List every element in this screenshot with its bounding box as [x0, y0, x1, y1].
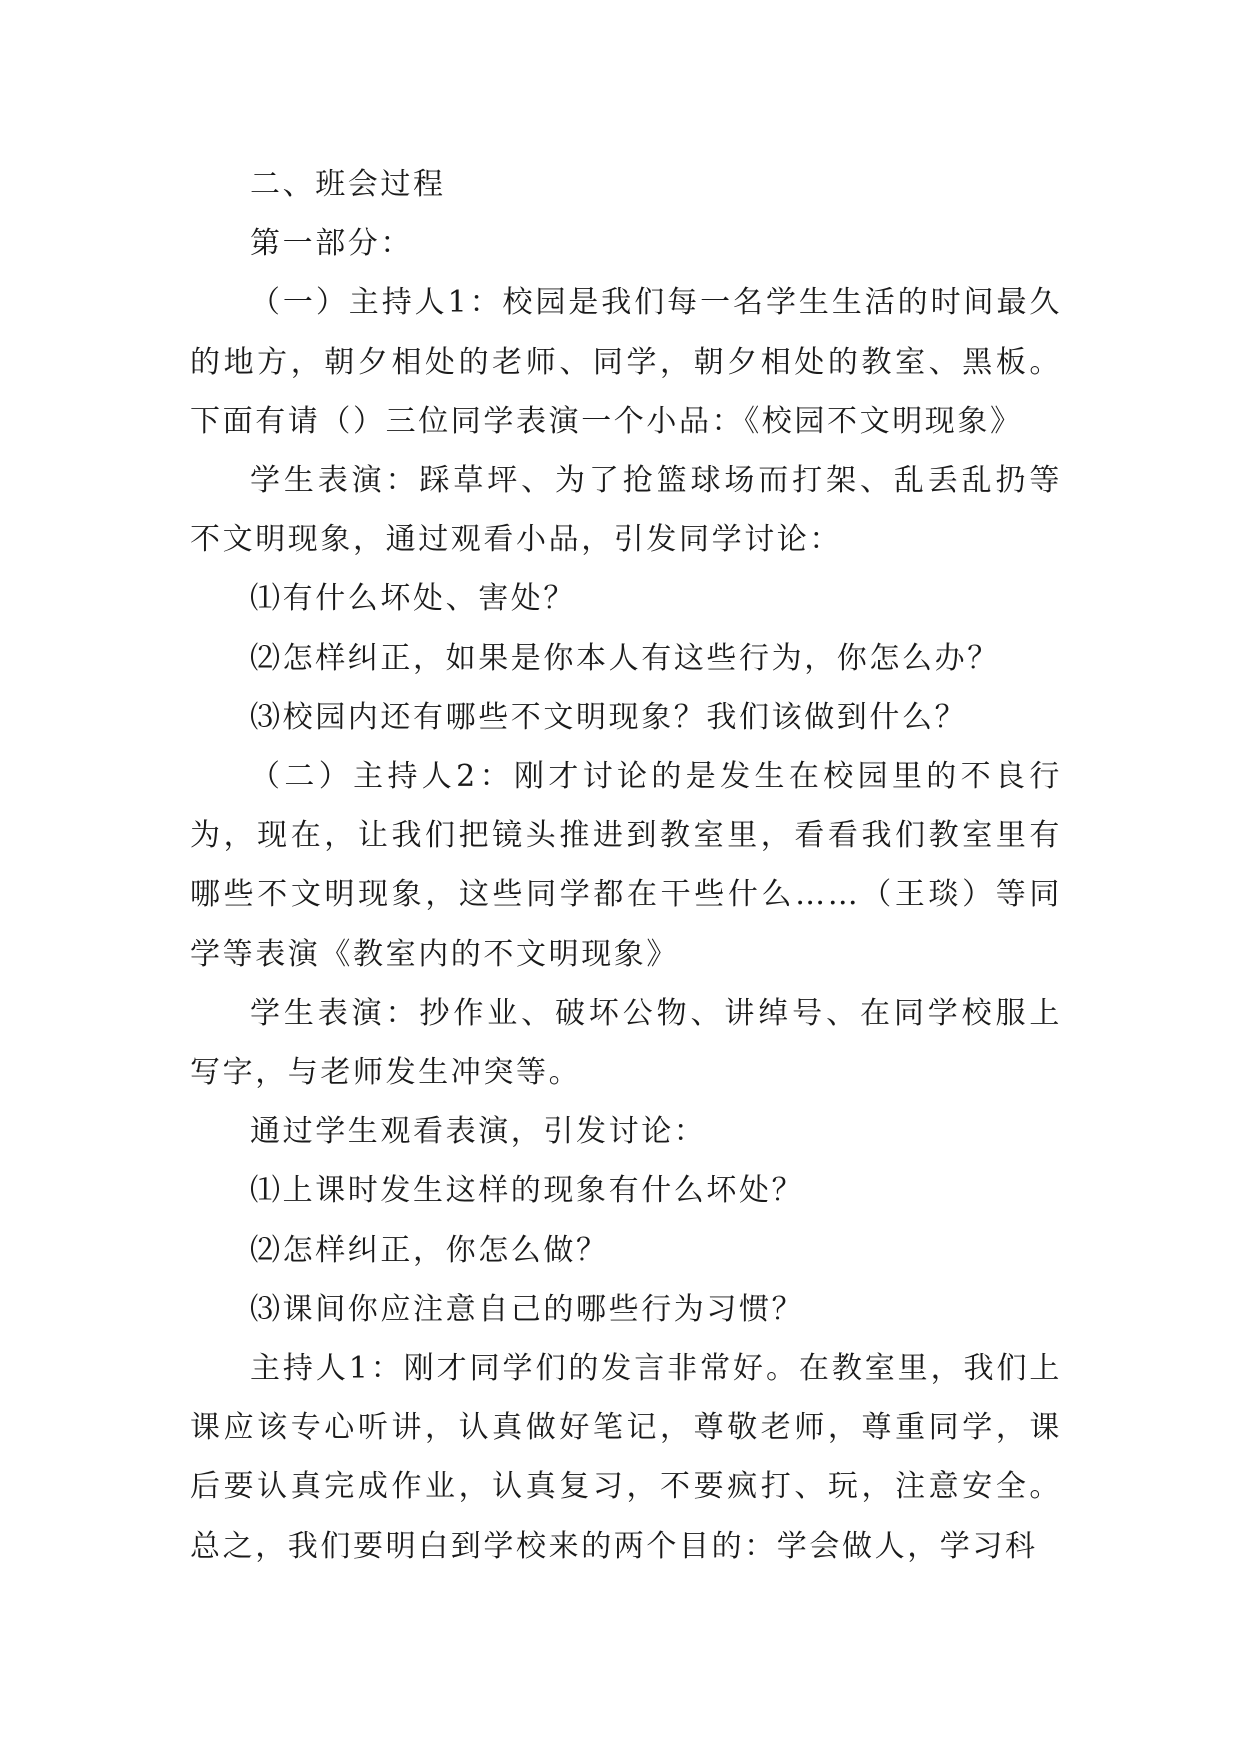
list-item: ⑵怎样纠正，如果是你本人有这些行为，你怎么办？	[250, 640, 1000, 676]
paragraph: （二）主持人2：刚才讨论的是发生在校园里的不良行为，现在，让我们把镜头推进到教室里，看看我们教室里有哪些不文明现象，这些同学都在干些什么……（王琰）等同学等表演《教室内的不文明现象》	[190, 759, 1062, 972]
section-heading: 二、班会过程	[250, 167, 446, 202]
list-item: ⑴上课时发生这样的现象有什么坏处？	[250, 1173, 805, 1209]
paragraph: 主持人1：刚才同学们的发言非常好。在教室里，我们上课应该专心听讲，认真做好笔记，尊敬老师，尊重同学，课后要认真完成作业，认真复习，不要疯打、玩，注意安全。总之，我们要明白到学校来的两个目的：学会做人，学习科	[190, 1351, 1062, 1564]
paragraph: 通过学生观看表演，引发讨论：	[250, 1114, 707, 1150]
document-body	[190, 155, 1062, 1576]
list-item: ⑶课间你应注意自己的哪些行为习惯？	[250, 1291, 805, 1327]
list-item: ⑶校园内还有哪些不文明现象？我们该做到什么？	[250, 699, 968, 735]
paragraph: 学生表演：踩草坪、为了抢篮球场而打架、乱丢乱扔等不文明现象，通过观看小品，引发同学讨论：	[190, 463, 1062, 558]
part-heading: 第一部分：	[250, 226, 413, 262]
paragraph: （一）主持人1：校园是我们每一名学生生活的时间最久的地方，朝夕相处的老师、同学，朝夕相处的教室、黑板。下面有请（）三位同学表演一个小品：《校园不文明现象》	[190, 285, 1062, 439]
list-item: ⑴有什么坏处、害处？	[250, 581, 576, 617]
list-item: ⑵怎样纠正，你怎么做？	[250, 1232, 609, 1268]
paragraph: 学生表演：抄作业、破坏公物、讲绰号、在同学校服上写字，与老师发生冲突等。	[190, 995, 1062, 1091]
